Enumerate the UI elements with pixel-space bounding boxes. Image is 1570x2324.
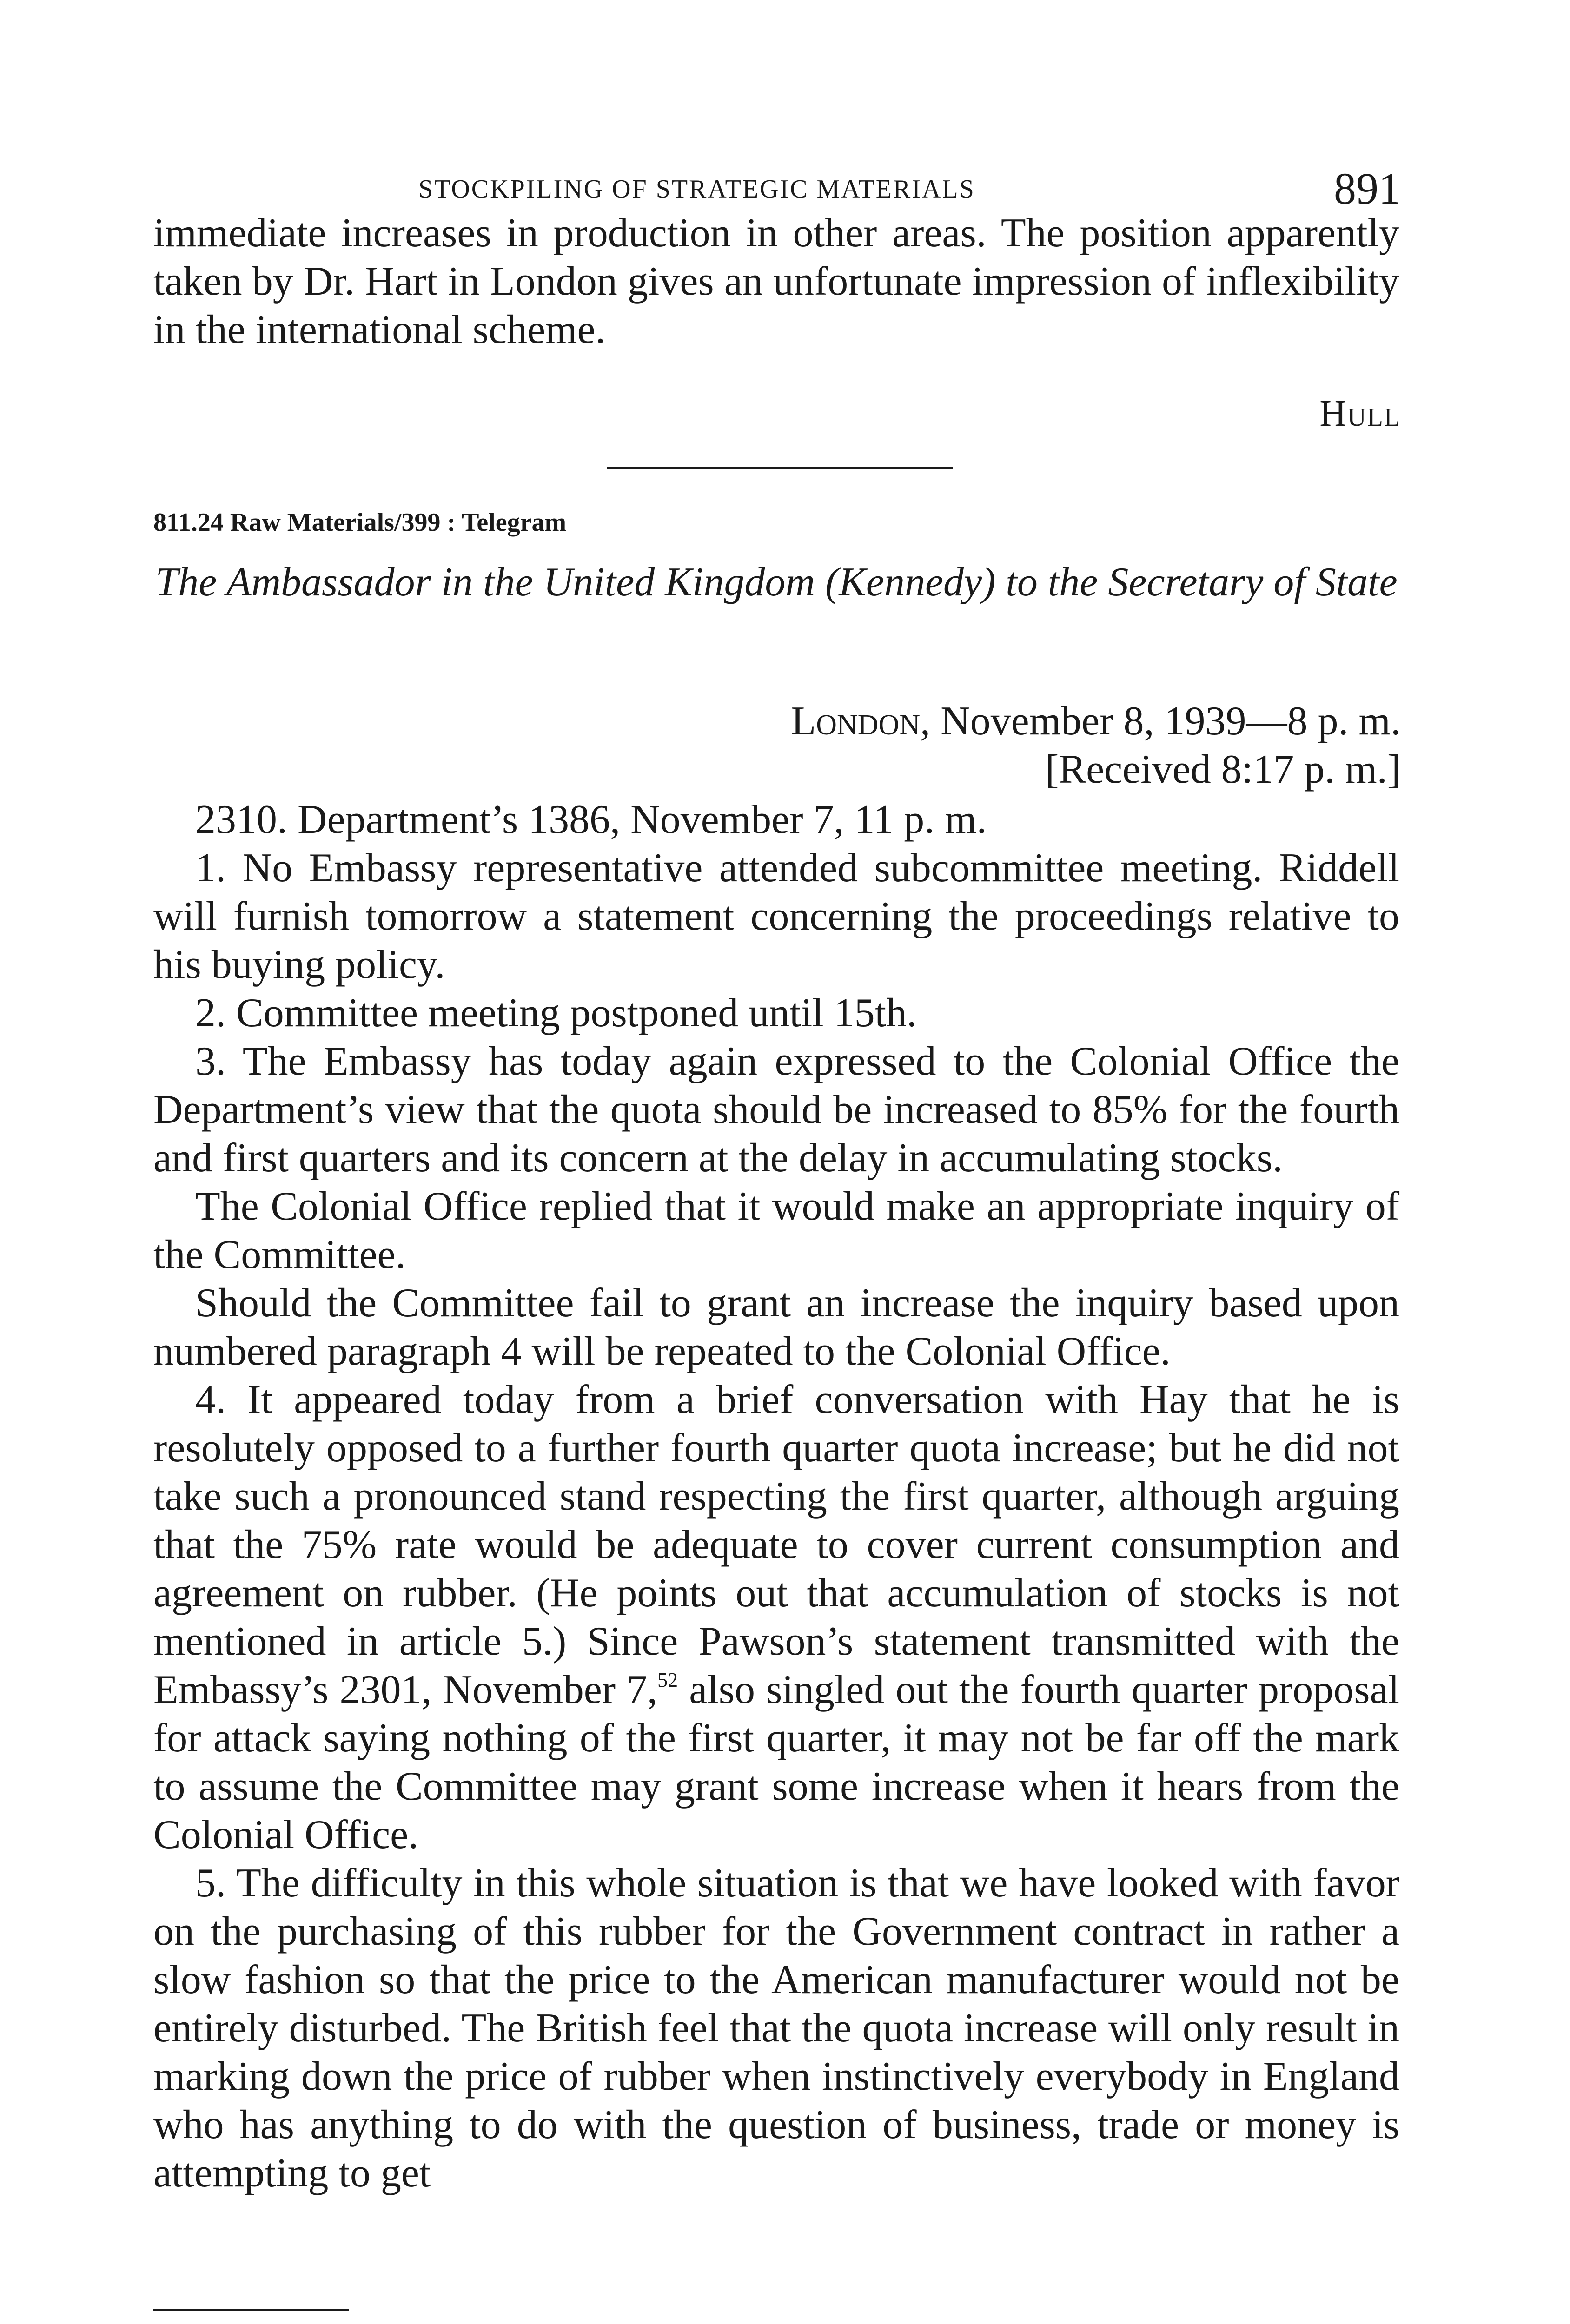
section-divider	[607, 467, 953, 469]
paragraph-ref: 2310. Department’s 1386, November 7, 11 p. m.	[195, 797, 987, 842]
continuation-paragraph	[153, 209, 1399, 354]
received-line: [Received 8:17 p. m.]	[1045, 747, 1401, 792]
paragraph-4-after: also singled out the fourth quarter proposal for attack saying nothing of the first quarter, it may not be far off the mark to assume the Committee may grant some increase when it hears from the Colonial Office.	[153, 1667, 1399, 1857]
file-reference: 811.24 Raw Materials/399 : Telegram	[153, 508, 567, 537]
footnote-ref: 52	[657, 1668, 678, 1691]
dateline	[791, 697, 1401, 794]
page-number: 891	[1334, 164, 1401, 213]
paragraph-3: 3. The Embassy has today again expressed to the Colonial Office the Department’s view that the quota should be increased to 85% for the fourth and first quarters and its concern at the delay in accumulating stocks.	[153, 1039, 1399, 1181]
dateline-place: London	[791, 699, 921, 744]
dateline-date: , November 8, 1939—8 p. m.	[920, 699, 1401, 744]
paragraph-should: Should the Committee fail to grant an increase the inquiry based upon numbered paragraph 4 will be repeated to the Colonial Office.	[153, 1281, 1399, 1374]
paragraph-4-before: 4. It appeared today from a brief conversation with Hay that he is resolutely opposed to a further fourth quarter quota increase; but he did not take such a pronounced stand respecting the first quarter, although arguing that the 75% rate would be adequate to cover current consumption and agreement on rubber. (He points out that accumulation of stocks is not mentioned in article 5.) Since Pawson’s statement transmitted with the Embassy’s 2301, November 7,	[153, 1377, 1399, 1712]
continuation-text: immediate increases in production in other areas. The position apparently taken by Dr. Hart in London gives an unfortunate impression of inflexibility in the international scheme.	[153, 211, 1399, 352]
paragraph-2: 2. Committee meeting postponed until 15th.	[195, 990, 917, 1036]
paragraph-4	[153, 1376, 1399, 1859]
paragraph-5: 5. The difficulty in this whole situation is that we have looked with favor on the purchasing of this rubber for the Government contract in rather a slow fashion so that the price to the American manufacturer would not be entirely disturbed. The British feel that the quota increase will only result in marking down the price of rubber when instinctively everybody in England who has anything to do with the question of business, trade or money is attempting to get	[153, 1861, 1399, 2196]
paragraph-1: 1. No Embassy representative attended subcommittee meeting. Riddell will furnish tomorrow a statement concerning the proceedings relative to his buying policy.	[153, 845, 1399, 987]
dateline-line	[791, 697, 1401, 746]
footnote-divider	[153, 2309, 349, 2311]
running-head: STOCKPILING OF STRATEGIC MATERIALS	[418, 175, 975, 204]
telegram-body	[153, 796, 1399, 2198]
signature: Hull	[1319, 393, 1401, 434]
document-title: The Ambassador in the United Kingdom (Kennedy) to the Secretary of State	[155, 560, 1398, 605]
paragraph-colonial-reply: The Colonial Office replied that it would make an appropriate inquiry of the Committee.	[153, 1184, 1399, 1277]
